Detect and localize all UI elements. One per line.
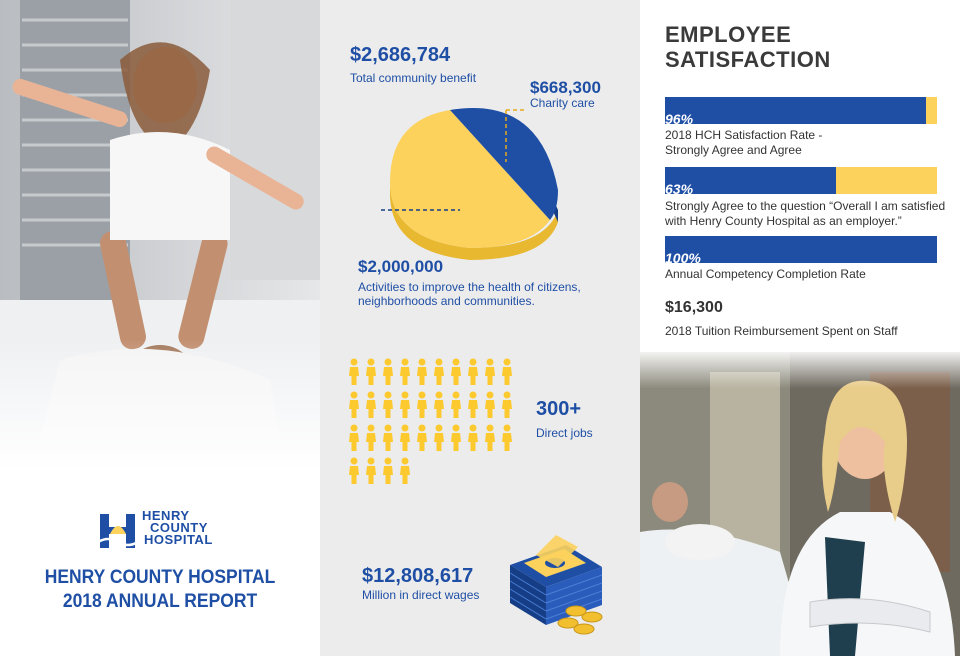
person-icon bbox=[383, 458, 393, 485]
satisfaction-bar-3-pct: 100% bbox=[665, 250, 701, 266]
person-icon bbox=[417, 392, 427, 419]
person-icon bbox=[400, 458, 410, 485]
total-benefit-value: $2,686,784 bbox=[350, 44, 451, 66]
activities-label bbox=[358, 280, 581, 308]
person-icon bbox=[502, 359, 512, 386]
person-icon bbox=[468, 425, 478, 452]
employee-title-line-1: EMPLOYEE bbox=[665, 22, 792, 47]
person-icon bbox=[417, 425, 427, 452]
person-icon bbox=[502, 425, 512, 452]
person-icon bbox=[366, 458, 376, 485]
logo-line-1: HENRY bbox=[142, 508, 190, 523]
person-icon bbox=[349, 425, 359, 452]
money-stack-icon bbox=[506, 525, 606, 637]
person-icon bbox=[400, 392, 410, 419]
hospital-h-icon bbox=[98, 512, 138, 552]
charity-care-label: Charity care bbox=[530, 96, 595, 110]
person-icon bbox=[383, 425, 393, 452]
direct-jobs-value: 300+ bbox=[536, 398, 582, 420]
direct-jobs-people-grid bbox=[348, 358, 523, 488]
direct-jobs-label: Direct jobs bbox=[536, 426, 593, 440]
satisfaction-bar-1-pct: 96% bbox=[665, 111, 694, 127]
person-icon bbox=[434, 359, 444, 386]
satisfaction-bar-2-label bbox=[665, 199, 950, 229]
person-icon bbox=[451, 392, 461, 419]
hospital-logo bbox=[98, 510, 228, 555]
satisfaction-bar-1-label-line-1: 2018 HCH Satisfaction Rate - bbox=[665, 128, 823, 142]
person-icon bbox=[468, 392, 478, 419]
tuition-label: 2018 Tuition Reimbursement Spent on Staff bbox=[665, 324, 898, 338]
logo-line-3: HOSPITAL bbox=[144, 532, 213, 547]
satisfaction-bar-2-pct: 63% bbox=[665, 181, 694, 197]
report-title-line-2: 2018 ANNUAL REPORT bbox=[62, 591, 258, 612]
family-photo bbox=[0, 0, 320, 470]
report-title bbox=[13, 566, 307, 614]
employee-satisfaction-panel bbox=[640, 0, 960, 656]
satisfaction-bar-2 bbox=[665, 167, 937, 197]
activities-label-line-1: Activities to improve the health of citizens, bbox=[358, 280, 581, 294]
direct-wages-label: Million in direct wages bbox=[362, 588, 480, 602]
tuition-value: $16,300 bbox=[665, 299, 723, 316]
activities-value: $2,000,000 bbox=[358, 257, 444, 276]
person-icon bbox=[400, 359, 410, 386]
satisfaction-bar-3-fill bbox=[665, 236, 937, 263]
employee-satisfaction-title bbox=[665, 22, 831, 72]
person-icon bbox=[434, 425, 444, 452]
person-icon bbox=[366, 359, 376, 386]
person-icon bbox=[485, 425, 495, 452]
person-icon bbox=[349, 392, 359, 419]
person-icon bbox=[485, 392, 495, 419]
person-icon bbox=[349, 359, 359, 386]
activities-label-line-2: neighborhoods and communities. bbox=[358, 294, 535, 308]
staff-photo bbox=[640, 352, 960, 656]
person-icon bbox=[383, 392, 393, 419]
person-icon bbox=[417, 359, 427, 386]
direct-wages-value: $12,808,617 bbox=[362, 565, 474, 587]
satisfaction-bar-2-label-line-1: Strongly Agree to the question “Overall I am satisfied bbox=[665, 199, 946, 213]
community-benefit-panel bbox=[320, 0, 640, 656]
total-benefit-label: Total community benefit bbox=[350, 71, 477, 85]
person-icon bbox=[349, 458, 359, 485]
person-icon bbox=[366, 392, 376, 419]
person-icon bbox=[451, 425, 461, 452]
person-icon bbox=[400, 425, 410, 452]
employee-title-line-2: SATISFACTION bbox=[665, 47, 831, 72]
person-icon bbox=[366, 425, 376, 452]
person-icon bbox=[502, 392, 512, 419]
person-icon bbox=[383, 359, 393, 386]
satisfaction-bar-2-label-line-2: with Henry County Hospital as an employer.” bbox=[665, 214, 902, 228]
person-icon bbox=[485, 359, 495, 386]
satisfaction-bar-1-label bbox=[665, 128, 950, 158]
cover-panel bbox=[0, 0, 320, 656]
satisfaction-bar-1 bbox=[665, 97, 937, 127]
report-title-line-1: HENRY COUNTY HOSPITAL bbox=[44, 567, 276, 588]
satisfaction-bar-3-label: Annual Competency Completion Rate bbox=[665, 267, 866, 281]
satisfaction-bar-3 bbox=[665, 236, 937, 266]
community-benefit-pie bbox=[380, 90, 590, 260]
person-icon bbox=[434, 392, 444, 419]
person-icon bbox=[451, 359, 461, 386]
person-icon bbox=[468, 359, 478, 386]
satisfaction-bar-1-label-line-2: Strongly Agree and Agree bbox=[665, 143, 802, 157]
charity-care-value: $668,300 bbox=[530, 78, 601, 97]
logo-line-2: COUNTY bbox=[150, 520, 208, 535]
satisfaction-bar-1-fill bbox=[665, 97, 926, 124]
